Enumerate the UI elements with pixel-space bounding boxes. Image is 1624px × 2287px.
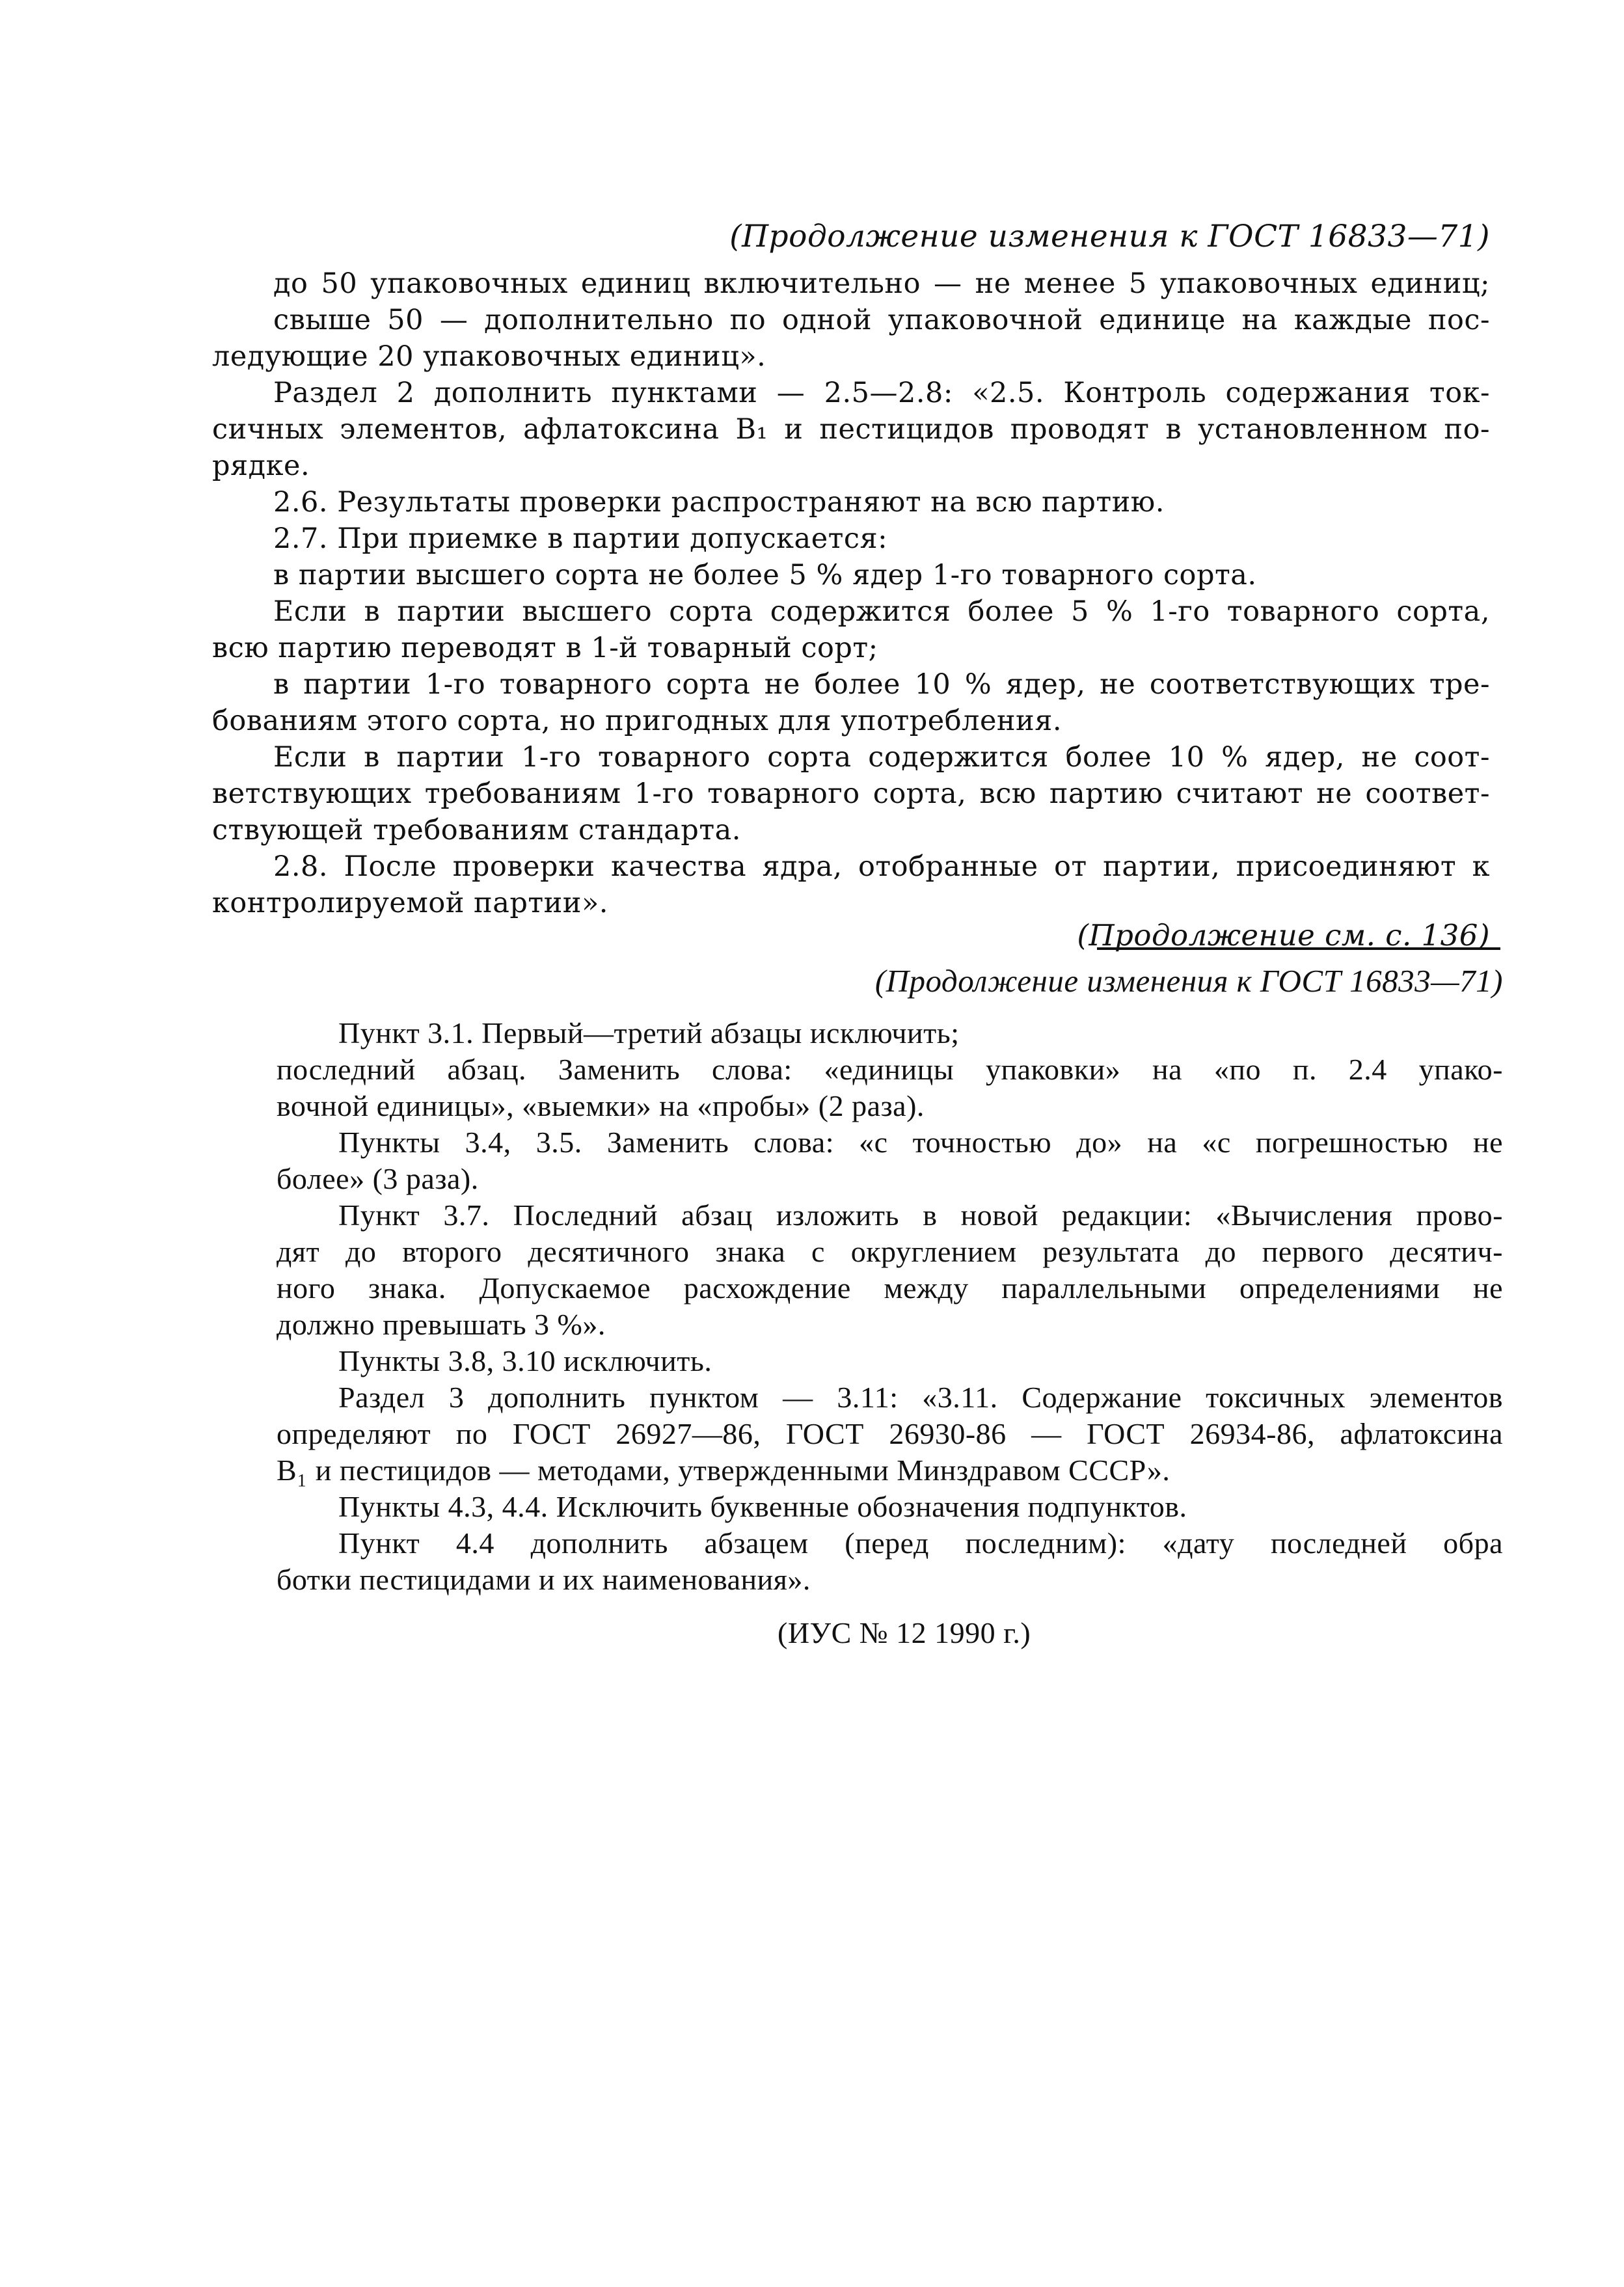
paragraph-line: определяют по ГОСТ 26927—86, ГОСТ 26930-86 — ГОСТ 26934-86, афлатоксина [277,1417,1503,1450]
paragraph-line: Если в партии 1-го товарного сорта содержится более 10 % ядер, не соот- [273,741,1490,774]
paragraph-line: ствующей требованиям стандарта. [212,814,741,846]
paragraph-line: 2.8. После проверки качества ядра, отобранные от партии, присоединяют к [273,850,1490,883]
paragraph-line: Если в партии высшего сорта содержится более 5 % 1-го товарного сорта, [273,595,1490,628]
paragraph-line: B₁ и пестицидов — методами, утвержденными Минздравом СССР». [277,1454,1171,1487]
paragraph-line: Пункт 3.1. Первый—третий абзацы исключить; [338,1016,960,1049]
paragraph-line: 2.7. При приемке в партии допускается: [273,522,888,555]
paragraph-line: последний абзац. Заменить слова: «единицы упаковки» на «по п. 2.4 упако- [277,1053,1503,1086]
paragraph-line: более» (3 раза). [277,1162,479,1195]
paragraph-line: Пункт 3.7. Последний абзац изложить в новой редакции: «Вычисления прово- [338,1198,1503,1232]
continued-note: (Продолжение см. с. 136) [1077,918,1490,953]
page-header-continuation-2: (Продолжение изменения к ГОСТ 16833—71) [874,963,1503,999]
section-divider [1097,947,1500,950]
paragraph-line: в партии высшего сорта не более 5 % ядер 1-го товарного сорта. [273,559,1257,591]
paragraph-line: Раздел 3 дополнить пунктом — 3.11: «3.11. Содержание токсичных элементов [338,1381,1503,1414]
paragraph-line: Раздел 2 дополнить пунктами — 2.5—2.8: «2.5. Контроль содержания ток- [273,377,1490,409]
paragraph-line: дят до второго десятичного знака с округлением результата до первого десятич- [277,1235,1503,1268]
paragraph-line: Пункт 4.4 дополнить абзацем (перед последним): «дату последней обра [338,1526,1503,1560]
paragraph-line: 2.6. Результаты проверки распространяют на всю партию. [273,486,1165,519]
paragraph-line: вочной единицы», «выемки» на «пробы» (2 раза). [277,1089,925,1122]
paragraph-line: в партии 1-го товарного сорта не более 10 % ядер, не соответствующих тре- [273,668,1490,701]
paragraph-line: до 50 упаковочных единиц включительно — не менее 5 упаковочных единиц; [273,267,1490,300]
paragraph-line: ветствующих требованиям 1-го товарного сорта, всю партию считают не соответ- [212,778,1490,810]
paragraph-line: должно превышать 3 %». [277,1308,606,1341]
paragraph-line: ледующие 20 упаковочных единиц». [212,340,766,373]
page-header-continuation-1: (Продолжение изменения к ГОСТ 16833—71) [729,219,1490,254]
paragraph-line: Пункты 3.4, 3.5. Заменить слова: «с точностью до» на «с погрешностью не [338,1126,1503,1159]
paragraph-line: Пункты 4.3, 4.4. Исключить буквенные обозначения подпунктов. [338,1490,1187,1523]
paragraph-line: ботки пестицидами и их наименования». [277,1563,811,1596]
paragraph-line: свыше 50 — дополнительно по одной упаковочной единице на каждые пос- [273,304,1490,336]
paragraph-line: всю партию переводят в 1-й товарный сорт; [212,632,878,664]
paragraph-line: Пункты 3.8, 3.10 исключить. [338,1344,712,1377]
paragraph-line: сичных элементов, афлатоксина B₁ и пестицидов проводят в установленном по- [212,413,1490,446]
paragraph-line: рядке. [212,450,310,482]
paragraph-line: бованиям этого сорта, но пригодных для употребления. [212,705,1062,737]
publication-reference: (ИУС № 12 1990 г.) [778,1616,1031,1649]
paragraph-line: контролируемой партии». [212,887,608,919]
paragraph-line: ного знака. Допускаемое расхождение между параллельными определениями не [277,1271,1503,1305]
